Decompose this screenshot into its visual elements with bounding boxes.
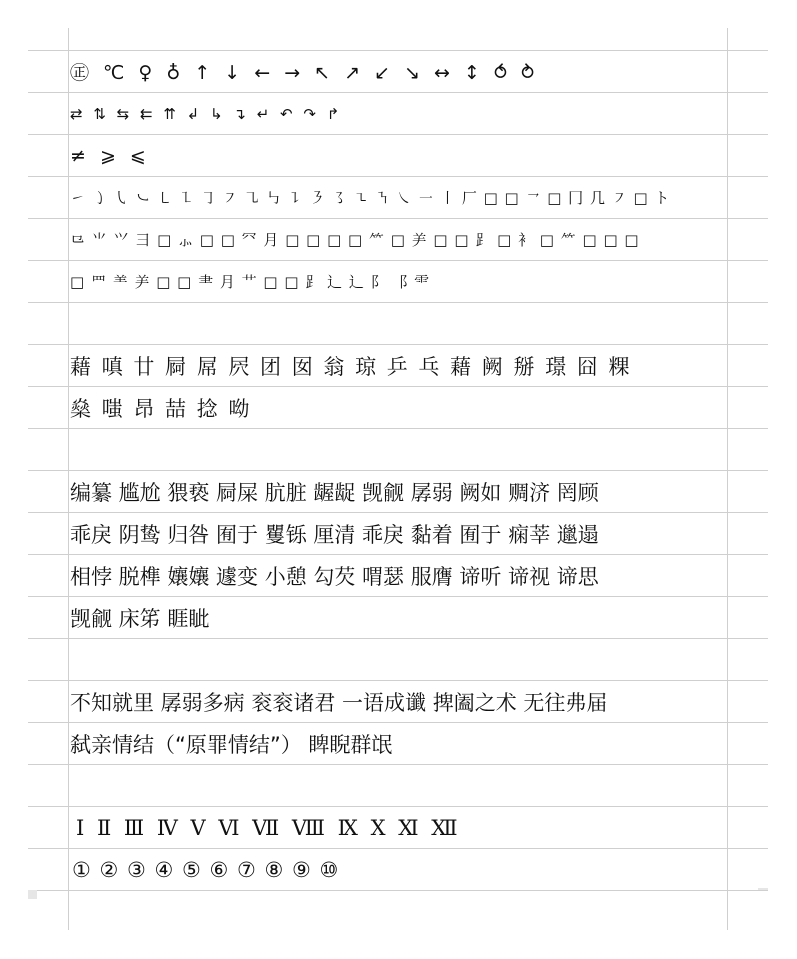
arrow-symbol-row: ⇄ ⇅ ⇆ ⇇ ⇈ ↲ ↳ ↴ ↵ ↶ ↷ ↱ (70, 104, 343, 123)
empty-row (70, 639, 726, 680)
grid-line (28, 890, 768, 891)
rare-character-row: 燊 嗤 昂 喆 捻 呦 (70, 396, 250, 421)
word-row: 编纂 尴尬 猥亵 屙屎 肮脏 龌龊 觊觎 孱弱 阙如 赒济 罔顾 (70, 480, 599, 505)
page-corner-marker (758, 888, 768, 890)
empty-row (70, 303, 726, 344)
comparison-symbol-row: ≠ ⩾ ⩽ (70, 144, 147, 167)
word-row: 相悖 脱榫 孃孃 遽变 小憩 勾芡 喟瑟 服膺 谛听 谛视 谛思 (70, 564, 599, 589)
stroke-row: ㇀ ㇁ ㇂ ㇃ ㇄ ㇅ ㇆ ㇇ ㇈ ㇉ ㇊ ㇋ ㇌ ㇍ ㇎ ㇏ ㇐ ㇑ 厂 □ □ ㇖ □ 冂 几 ㇇ □ ト (70, 189, 671, 207)
roman-numeral-row: Ⅰ Ⅱ Ⅲ Ⅳ Ⅴ Ⅵ Ⅶ Ⅷ Ⅸ Ⅹ Ⅺ Ⅻ (76, 815, 461, 840)
word-row: 乖戾 阴鸷 归咎 囿于 矍铄 厘清 乖戾 黏着 囿于 痫莘 邋遢 (70, 522, 599, 547)
idiom-row: 弑亲情结（“原罪情结”） 睥睨群氓 (70, 732, 393, 757)
empty-row (70, 429, 726, 470)
empty-row (70, 765, 726, 806)
grid-line-right (727, 28, 728, 930)
idiom-row: 不知就里 孱弱多病 衮衮诸君 一语成谶 捭阖之术 无往弗届 (70, 690, 608, 715)
page-corner-marker (28, 890, 37, 899)
symbol-row: ㊣ ℃ ♀ ♁ ↑ ↓ ← → ↖ ↗ ↙ ↘ ↔ ↕ ⥀ ⥁ (70, 62, 535, 84)
grid-line-left (68, 28, 69, 930)
radical-row: ⺋ ⺌ ⺍ ⺕ □ ⺗ □ □ ⺳ 月 □ □ □ □ ⺮ □ ⺶ □ □ ⻊ □ ⻂ □ ⺮ □ □ □ (70, 231, 640, 249)
radical-row: □ ⺲ ⺷ ⺶ □ □ ⺻ 月 ⺾ □ □ ⻊ 辶 ⻌ 阝 ⻏ ⻗ (70, 273, 431, 291)
word-row: 觊觎 床笫 睚眦 (70, 606, 210, 631)
rare-character-row: 藉 嗔 廿 屙 屌 屄 团 囡 翁 琼 乒 乓 藉 阙 掰 璟 囧 粿 (70, 354, 630, 379)
circled-number-row: ① ② ③ ④ ⑤ ⑥ ⑦ ⑧ ⑨ ⑩ (72, 857, 340, 882)
